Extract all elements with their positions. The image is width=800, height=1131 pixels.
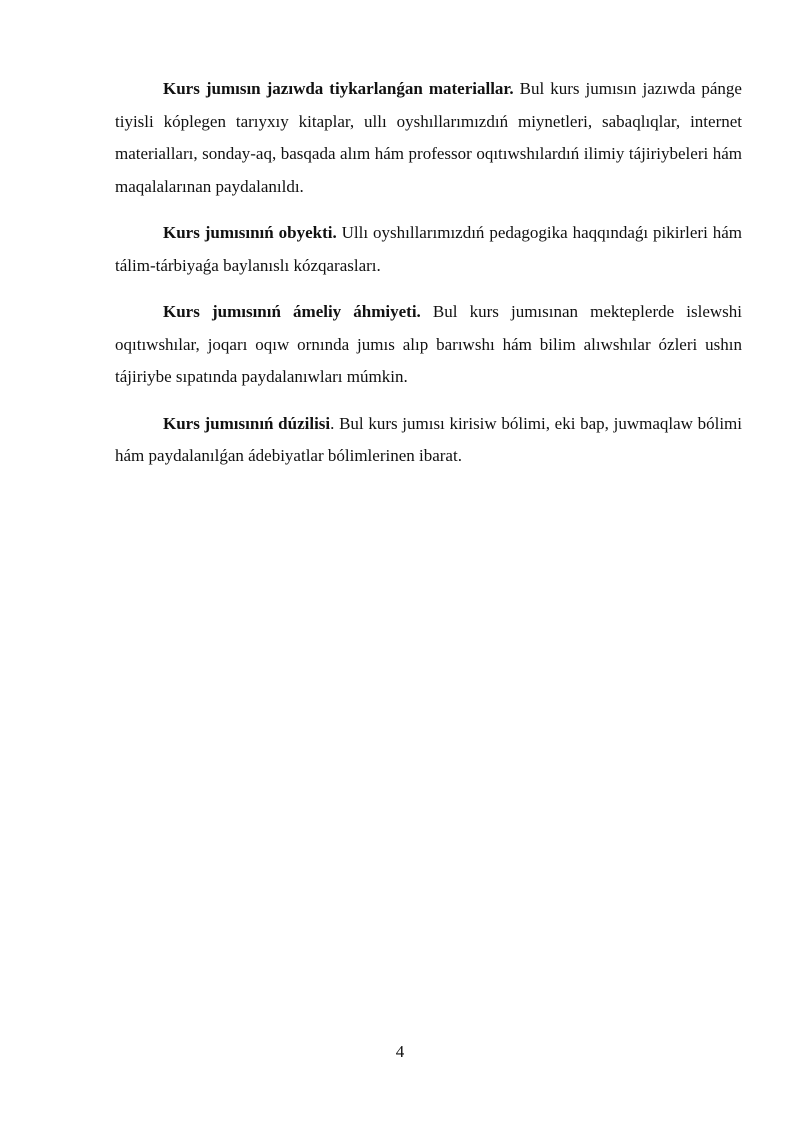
paragraph-structure	[115, 408, 742, 473]
paragraph-text-materials: Bul kurs jumısın jazıwda pánge tiyisli kóplegen tarıyxıy kitaplar, ullı oyshıllarımızdıń miynetleri, sabaqlıqlar, internet materialları, sonday-aq, basqada alım hám professor oqıtıwshılardıń ilimiy tájiriybeleri hám maqalalarınan paydalanıldı.	[115, 79, 742, 196]
document-body	[115, 73, 742, 487]
paragraph-heading-structure: Kurs jumısınıń dúzilisi	[163, 413, 331, 433]
paragraph-materials	[115, 73, 742, 203]
page-number: 4	[395, 1042, 405, 1061]
paragraph-text-practical-importance: Bul kurs jumısınan mekteplerde islewshi oqıtıwshılar, joqarı oqıw ornında jumıs alıp barıwshı hám bilim alıwshılar ózleri ushın tájiriybe sıpatında paydalanıwları múmkin.	[115, 302, 742, 386]
paragraph-heading-practical-importance: Kurs jumısınıń ámeliy áhmiyeti.	[163, 302, 421, 321]
paragraph-practical-importance	[115, 296, 742, 394]
paragraph-text-object: Ullı oyshıllarımızdıń pedagogika haqqındaǵı pikirleri hám tálim-tárbiyaǵa baylanıslı kózqarasları.	[115, 223, 742, 275]
paragraph-text-structure: . Bul kurs jumısı kirisiw bólimi, eki bap, juwmaqlaw bólimi hám paydalanılǵan ádebiyatlar bólimlerinen ibarat.	[115, 413, 742, 465]
paragraph-heading-materials: Kurs jumısın jazıwda tiykarlanǵan materiallar.	[163, 79, 514, 98]
paragraph-heading-object: Kurs jumısınıń obyekti.	[163, 223, 337, 242]
paragraph-object	[115, 217, 742, 282]
